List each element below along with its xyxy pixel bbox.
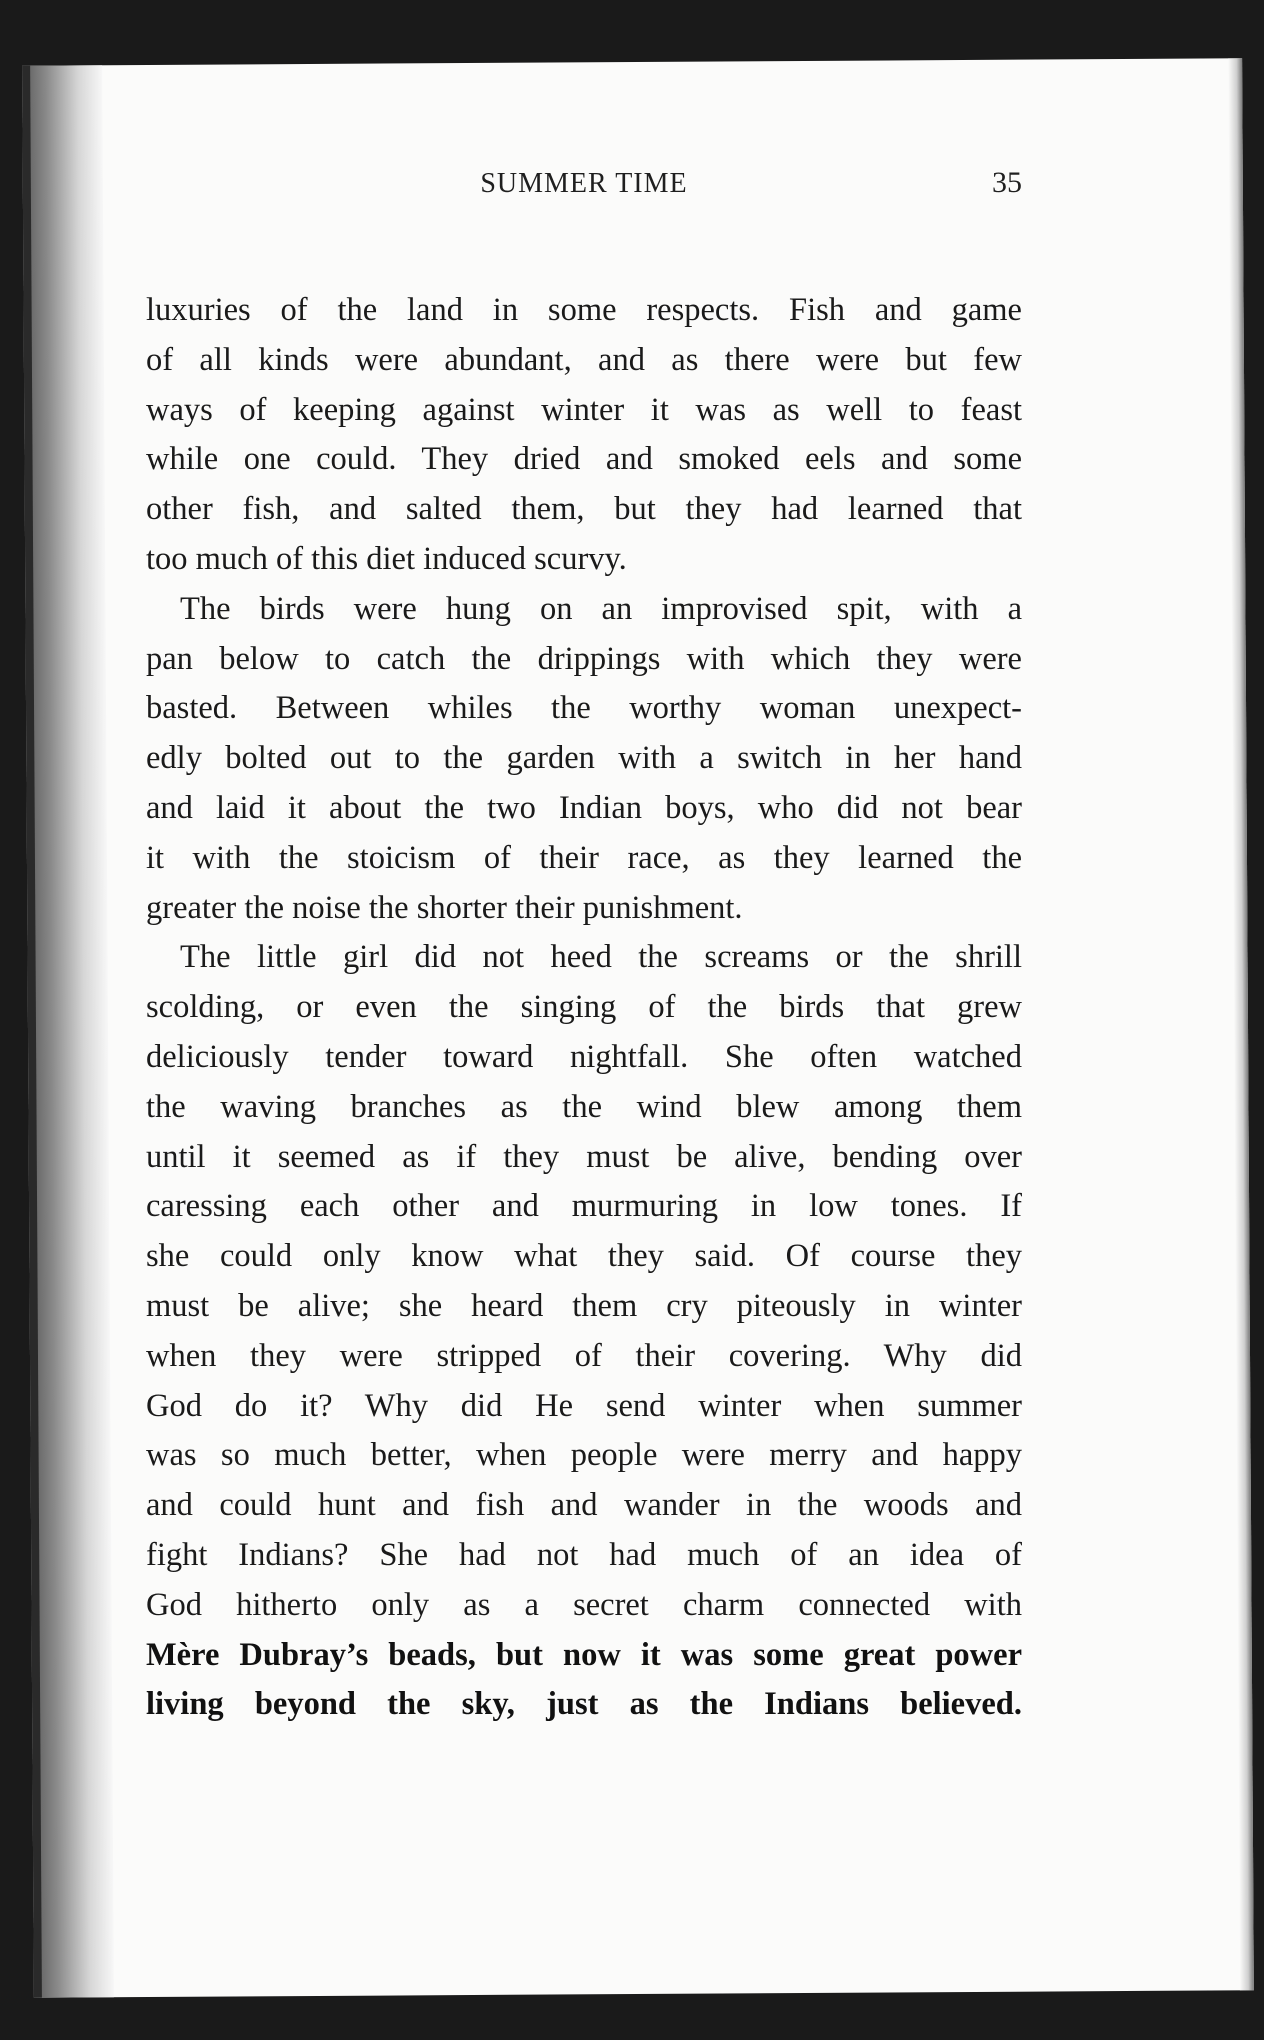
text-line: Mère Dubray’s beads, but now it was some great power [146, 1636, 1022, 1673]
page-right-edge [1228, 58, 1254, 1990]
text-line: until it seemed as if they must be alive, bending over [146, 1138, 1022, 1175]
text-line: The little girl did not heed the screams or the shrill [180, 939, 1022, 976]
text-line: must be alive; she heard them cry piteously in winter [146, 1287, 1022, 1324]
text-line: fight Indians? She had not had much of an idea of [146, 1536, 1022, 1573]
text-line: basted. Between whiles the worthy woman unexpect- [146, 690, 1022, 727]
page-header [146, 162, 1022, 212]
text-line: when they were stripped of their covering. Why did [146, 1337, 1022, 1374]
text-line: was so much better, when people were merry and happy [146, 1437, 1022, 1474]
text-line: pan below to catch the drippings with which they were [146, 640, 1022, 677]
text-line: deliciously tender toward nightfall. She often watched [146, 1038, 1022, 1075]
text-line: living beyond the sky, just as the Indians believed. [146, 1686, 1022, 1723]
paragraph-1 [146, 286, 1022, 585]
text-line: of all kinds were abundant, and as there were but few [146, 341, 1022, 378]
text-line: while one could. They dried and smoked eels and some [146, 441, 1022, 478]
text-line: other fish, and salted them, but they had learned that [146, 491, 1022, 528]
text-line: scolding, or even the singing of the birds that grew [146, 989, 1022, 1026]
text-line: ways of keeping against winter it was as well to feast [146, 391, 1022, 428]
paragraph-2 [146, 585, 1022, 934]
body-text [146, 286, 1022, 1730]
text-line: caressing each other and murmuring in low tones. If [146, 1188, 1022, 1225]
text-line: she could only know what they said. Of course they [146, 1238, 1022, 1275]
page-number: 35 [992, 166, 1022, 199]
paragraph-3 [146, 933, 1022, 1730]
text-line: too much of this diet induced scurvy. [146, 540, 627, 577]
text-line: God hitherto only as a secret charm connected with [146, 1586, 1022, 1623]
text-line: The birds were hung on an improvised spit, with a [180, 590, 1022, 627]
running-title: SUMMER TIME [480, 168, 688, 199]
text-line: edly bolted out to the garden with a switch in her hand [146, 740, 1022, 777]
text-line: and laid it about the two Indian boys, who did not bear [146, 789, 1022, 826]
text-line: and could hunt and fish and wander in the woods and [146, 1487, 1022, 1524]
text-line: it with the stoicism of their race, as they learned the [146, 839, 1022, 876]
text-line: God do it? Why did He send winter when summer [146, 1387, 1022, 1424]
text-line: luxuries of the land in some respects. Fish and game [146, 292, 1022, 328]
text-line: greater the noise the shorter their punishment. [146, 889, 743, 926]
text-line: the waving branches as the wind blew among them [146, 1088, 1022, 1125]
